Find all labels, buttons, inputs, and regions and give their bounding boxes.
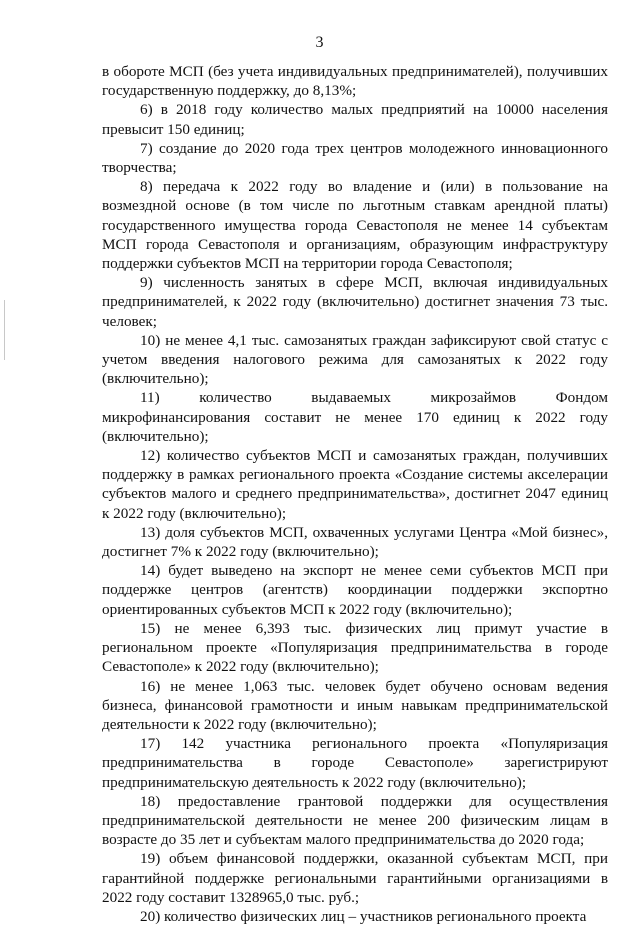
- paragraph-item-14: 14) будет выведено на экспорт не менее семи субъектов МСП при поддержке центров (агентств) координации поддержки экспортно ориентированных субъектов МСП к 2022 году (включительно);: [102, 562, 608, 618]
- paragraph-item-11: 11) количество выдаваемых микрозаймов Фондом микрофинансирования составит не менее 170 единиц к 2022 году (включительно);: [102, 389, 608, 445]
- paragraph-item-15: 15) не менее 6,393 тыс. физических лиц примут участие в региональном проекте «Популяризация предпринимательства в городе Севастополе» к 2022 году (включительно);: [102, 619, 608, 676]
- paragraph-item-6: 6) в 2018 году количество малых предприятий на 10000 населения превысит 150 единиц;: [102, 101, 608, 138]
- scan-margin-line: [4, 300, 5, 360]
- paragraph-item-18: 18) предоставление грантовой поддержки для осуществления предпринимательской деятельности не менее 200 физическим лицам в возрасте до 35 лет и субъектам малого предпринимательства до 2020 года;: [102, 792, 608, 849]
- paragraph-item-17: 17) 142 участника регионального проекта «Популяризация предпринимательства в городе Севастополе» зарегистрируют предпринимательскую деятельность к 2022 году (включительно);: [102, 735, 608, 791]
- paragraph-item-13: 13) доля субъектов МСП, охваченных услугами Центра «Мой бизнес», достигнет 7% к 2022 году (включительно);: [102, 523, 608, 561]
- paragraph-item-20: 20) количество физических лиц – участников регионального проекта: [140, 907, 587, 925]
- paragraph-item-9: 9) численность занятых в сфере МСП, включая индивидуальных предпринимателей, к 2022 году (включительно) достигнет значения 73 тыс. человек;: [102, 274, 608, 330]
- paragraph-item-16: 16) не менее 1,063 тыс. человек будет обучено основам ведения бизнеса, финансовой грамотности и иным навыкам предпринимательской деятельности к 2022 году (включительно);: [102, 677, 608, 733]
- page-number: 3: [315, 34, 324, 51]
- paragraph-item-12: 12) количество субъектов МСП и самозанятых граждан, получивших поддержку в рамках регионального проекта «Создание системы акселерации субъектов малого и среднего предпринимательства», достигнет 2047 единиц к 2022 году (включительно);: [102, 447, 608, 522]
- paragraph-item-10: 10) не менее 4,1 тыс. самозанятых граждан зафиксируют свой статус с учетом введения налогового режима для самозанятых к 2022 году (включительно);: [102, 331, 608, 388]
- paragraph-item-19: 19) объем финансовой поддержки, оказанной субъектам МСП, при гарантийной поддержке региональными гарантийными организациями в 2022 году составит 1328965,0 тыс. руб.;: [102, 850, 608, 906]
- paragraph-continuation: в обороте МСП (без учета индивидуальных предпринимателей), получивших государственную поддержку, до 8,13%;: [102, 63, 608, 100]
- document-body: [102, 62, 608, 926]
- paragraph-item-7: 7) создание до 2020 года трех центров молодежного инновационного творчества;: [102, 139, 608, 177]
- paragraph-item-8: 8) передача к 2022 году во владение и (или) в пользование на возмездной основе (в том числе по льготным ставкам арендной платы) государственного имущества города Севастополя не менее 14 субъектам МСП города Севастополя и организациям, образующим инфраструктуру поддержки субъектов МСП на территории города Севастополя;: [102, 178, 608, 273]
